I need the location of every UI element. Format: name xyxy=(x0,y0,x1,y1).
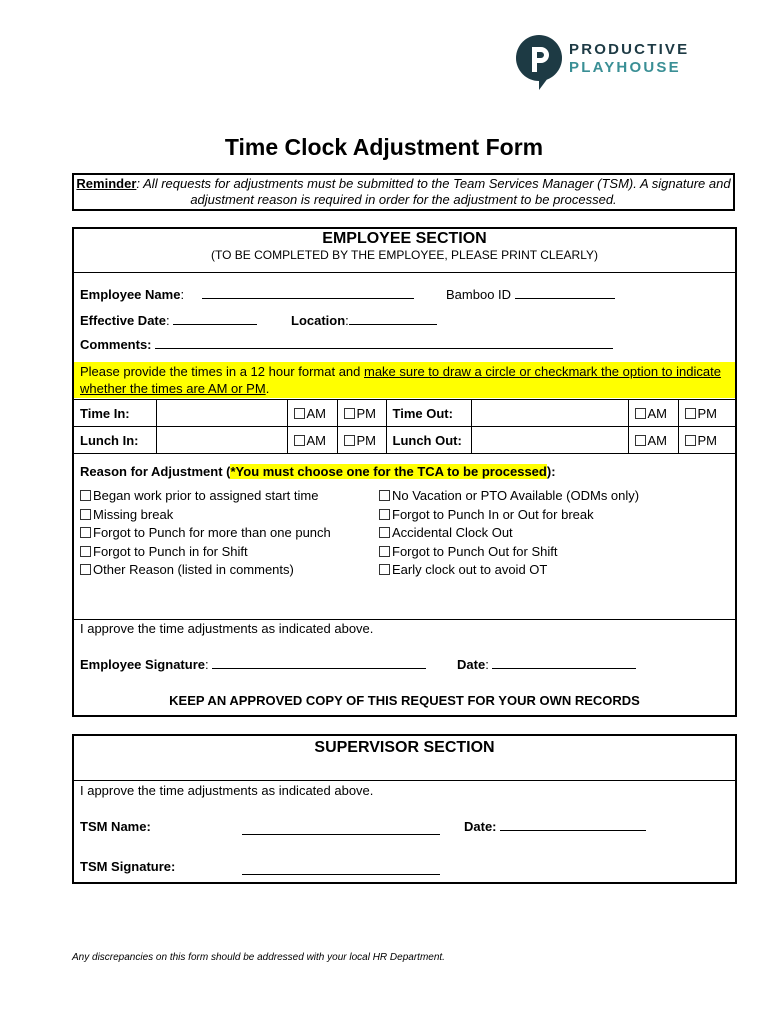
instructions-banner xyxy=(74,362,735,398)
time-in-label: Time In: xyxy=(74,400,156,427)
reason-option-label: No Vacation or PTO Available (ODMs only) xyxy=(392,488,640,503)
checkbox-icon xyxy=(685,408,696,419)
location-label: Location xyxy=(291,313,346,328)
lunch-out-field[interactable] xyxy=(471,427,628,454)
logo-line-2: PLAYHOUSE xyxy=(569,59,681,76)
comments-label: Comments: xyxy=(80,337,152,352)
logo-line-1: PRODUCTIVE xyxy=(569,41,690,58)
checkbox-icon xyxy=(80,490,91,501)
pm-label: PM xyxy=(356,405,376,421)
lunch-out-am-option[interactable] xyxy=(628,427,678,454)
logo-wordmark xyxy=(569,41,689,77)
reason-option[interactable] xyxy=(379,506,639,525)
reason-option[interactable] xyxy=(80,524,331,543)
supervisor-section-heading: SUPERVISOR SECTION xyxy=(314,739,495,756)
reason-end: ): xyxy=(546,464,556,479)
pm-label: PM xyxy=(697,405,717,421)
reason-option[interactable] xyxy=(80,487,331,506)
instructions-underlined: make sure to draw a circle or checkmark the option to indicate whether the times are AM or PM xyxy=(80,364,721,396)
divider xyxy=(74,272,735,273)
instructions-text: Please provide the times in a 12 hour format and xyxy=(80,364,364,379)
effective-date-field[interactable] xyxy=(173,324,257,325)
lunch-out-label: Lunch Out: xyxy=(386,427,471,454)
am-label: AM xyxy=(647,405,667,421)
am-label: AM xyxy=(306,432,326,448)
reminder-label: Reminder xyxy=(76,176,137,191)
reason-option[interactable] xyxy=(379,524,639,543)
time-in-field[interactable] xyxy=(156,400,287,427)
reason-option[interactable] xyxy=(80,561,331,580)
reason-option[interactable] xyxy=(80,506,331,525)
pm-label: PM xyxy=(356,432,376,448)
location-field[interactable] xyxy=(349,324,437,325)
checkbox-icon xyxy=(80,509,91,520)
checkbox-icon xyxy=(80,527,91,538)
table-row xyxy=(74,427,735,454)
checkbox-icon xyxy=(294,435,305,446)
reason-label: Reason for Adjustment ( xyxy=(80,464,231,479)
supervisor-section xyxy=(72,734,737,884)
checkbox-icon xyxy=(635,408,646,419)
lunch-in-am-option[interactable] xyxy=(287,427,337,454)
divider xyxy=(74,619,735,620)
lunch-in-pm-option[interactable] xyxy=(337,427,386,454)
employee-approve-text: I approve the time adjustments as indicated above. xyxy=(80,621,374,636)
reason-option-label: Began work prior to assigned start time xyxy=(93,488,319,503)
checkbox-icon xyxy=(344,435,355,446)
time-in-pm-option[interactable] xyxy=(337,400,386,427)
reminder-box xyxy=(72,173,735,211)
checkbox-icon xyxy=(379,546,390,557)
instructions-end: . xyxy=(265,381,270,396)
employee-section-heading: EMPLOYEE SECTION xyxy=(322,230,487,247)
employee-name-field[interactable] xyxy=(202,298,414,299)
time-out-label: Time Out: xyxy=(386,400,471,427)
checkbox-icon xyxy=(80,546,91,557)
reason-option[interactable] xyxy=(379,561,639,580)
employee-name-label: Employee Name xyxy=(80,287,181,302)
tsm-date-field[interactable] xyxy=(500,830,646,831)
reason-option[interactable] xyxy=(80,543,331,562)
checkbox-icon xyxy=(379,564,390,575)
tsm-date-label: Date: xyxy=(464,819,497,834)
supervisor-approve-text: I approve the time adjustments as indicated above. xyxy=(80,783,374,798)
reason-heading xyxy=(80,464,556,479)
tsm-signature-label: TSM Signature: xyxy=(80,859,176,874)
reminder-text: : All requests for adjustments must be submitted to the Team Services Manager (TSM). A signature and adjustment reason is required in order for the adjustment to be processed. xyxy=(136,176,731,207)
employee-signature-field[interactable] xyxy=(212,668,426,669)
reasons-right-list xyxy=(379,487,639,580)
reason-required-note: *You must choose one for the TCA to be processed xyxy=(230,464,547,479)
time-out-pm-option[interactable] xyxy=(678,400,735,427)
keep-copy-notice: KEEP AN APPROVED COPY OF THIS REQUEST FOR YOUR OWN RECORDS xyxy=(169,693,640,708)
time-out-am-option[interactable] xyxy=(628,400,678,427)
am-label: AM xyxy=(647,432,667,448)
footer-note: Any discrepancies on this form should be addressed with your local HR Department. xyxy=(72,952,445,963)
reason-option-label: Early clock out to avoid OT xyxy=(392,562,548,577)
employee-date-field[interactable] xyxy=(492,668,636,669)
time-out-field[interactable] xyxy=(471,400,628,427)
reason-option-label: Forgot to Punch In or Out for break xyxy=(392,506,594,522)
effective-date-label: Effective Date xyxy=(80,313,166,328)
checkbox-icon xyxy=(344,408,355,419)
am-label: AM xyxy=(306,405,326,421)
reason-option-label: Accidental Clock Out xyxy=(392,525,513,540)
divider xyxy=(74,780,735,781)
reason-option[interactable] xyxy=(379,487,639,506)
employee-date-label: Date xyxy=(457,657,486,672)
reason-option-label: Forgot to Punch in for Shift xyxy=(93,543,248,559)
checkbox-icon xyxy=(80,564,91,575)
reason-option-label: Forgot to Punch for more than one punch xyxy=(93,525,331,540)
lunch-in-label: Lunch In: xyxy=(74,427,156,454)
checkbox-icon xyxy=(294,408,305,419)
tsm-name-label: TSM Name: xyxy=(80,819,151,834)
productive-playhouse-logo-icon xyxy=(515,34,563,90)
checkbox-icon xyxy=(379,509,390,520)
pm-label: PM xyxy=(697,432,717,448)
employee-section: EMPLOYEE SECTION (TO BE COMPLETED BY THE EMPLOYEE, PLEASE PRINT CLEARLY) Employee Name: Bamboo ID Effective Date: Location: Comments: Please provide the times in a 12 hour format and make sure to draw a circle or checkmark the option to indicate whether the times are AM or PM. Time In: AM PM Time Out: AM PM Lunch In: AM PM Lunch Out: AM PM Reason for Adjustment (*You must choose one for the TCA to be processed): Began work prior to assigned start time Missing break Forgot to Punch for more than one punch Forgot to Punch in for Shift Other Reason (listed in comments) No Vacation or PTO Available (ODMs only) Forgot to Punch In or Out for break Accidental Clock Out Forgot to Punch Out for Shift Early clock out to avoid OT I approve the time adjustments as indicated above. Employee Signature: Date: KEEP AN APPROVED COPY OF THIS REQUEST FOR YOUR OWN RECORDS xyxy=(72,227,737,717)
tsm-signature-field[interactable] xyxy=(242,874,440,875)
time-in-am-option[interactable] xyxy=(287,400,337,427)
reason-option-label: Other Reason (listed in comments) xyxy=(93,562,294,577)
page-title: Time Clock Adjustment Form xyxy=(224,134,544,160)
employee-signature-label: Employee Signature xyxy=(80,657,205,672)
checkbox-icon xyxy=(379,527,390,538)
lunch-out-pm-option[interactable] xyxy=(678,427,735,454)
reason-option-label: Forgot to Punch Out for Shift xyxy=(392,543,558,559)
reasons-left-list xyxy=(80,487,331,580)
checkbox-icon xyxy=(635,435,646,446)
table-row xyxy=(74,400,735,427)
checkbox-icon xyxy=(379,490,390,501)
bamboo-id-field[interactable] xyxy=(515,298,615,299)
checkbox-icon xyxy=(685,435,696,446)
comments-field[interactable] xyxy=(155,348,613,349)
lunch-in-field[interactable] xyxy=(156,427,287,454)
reason-option[interactable] xyxy=(379,543,639,562)
reason-option-label: Missing break xyxy=(93,506,174,522)
employee-section-subheading: (TO BE COMPLETED BY THE EMPLOYEE, PLEASE PRINT CLEARLY) xyxy=(210,248,598,262)
time-table xyxy=(74,399,735,454)
bamboo-id-label: Bamboo ID xyxy=(446,287,512,302)
tsm-name-field[interactable] xyxy=(242,834,440,835)
